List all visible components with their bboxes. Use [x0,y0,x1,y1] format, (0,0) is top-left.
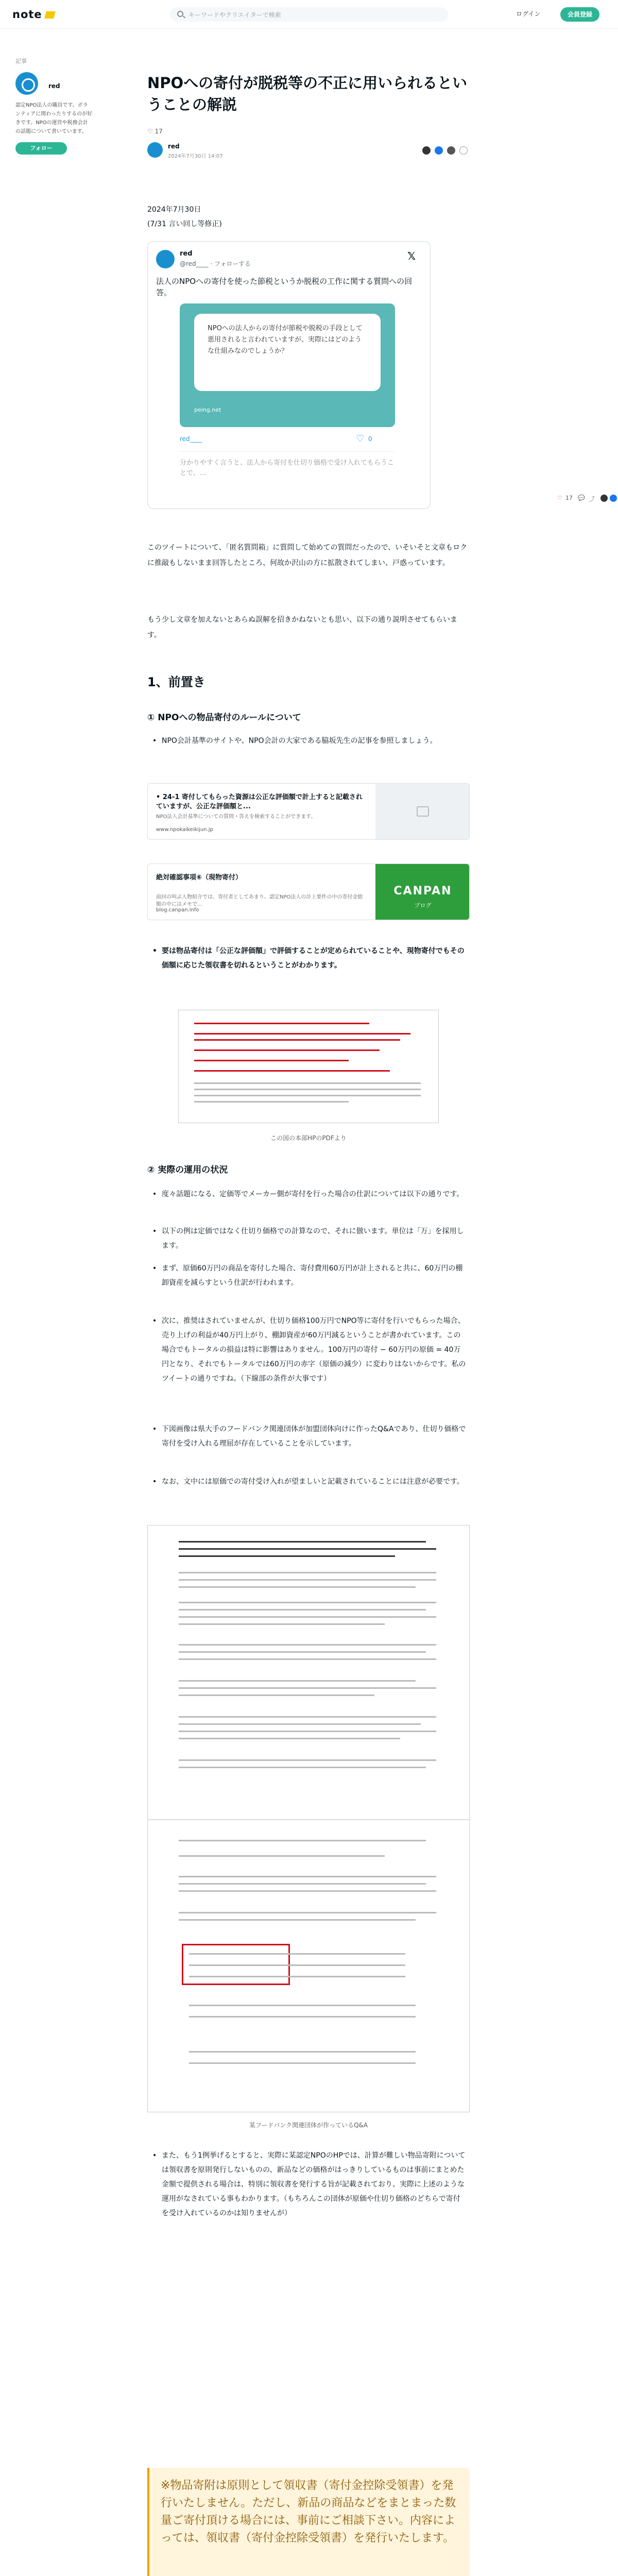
foodbank-qa-image[interactable] [147,1525,470,2112]
link-card-url: www.npokaikeikijun.jp [156,827,213,833]
canpan-sub: ブログ [414,902,432,909]
embedded-tweet[interactable] [147,241,431,509]
list-item: • まず、原価60万円の商品を寄付した場合、寄付費用60万円が計上されると共に、60万円の棚卸資産を減らすという仕訳が行われます。 [152,1261,467,1290]
tweet-reply-name[interactable]: red____ [180,435,202,443]
subheading-2: ② 実際の運用の状況 [147,1165,228,1175]
site-header [0,0,618,29]
creator-name[interactable]: red [48,82,60,90]
tweet-reply-row [180,433,395,452]
search-icon [177,11,183,17]
link-card-title: 絶対確認事項⑥（現物寄付） [156,874,243,882]
tweet-text: 法人のNPOへの寄付を使った節税というか脱税の工作に関する質問への回答。 [156,277,413,297]
signup-button[interactable]: 会員登録 [560,7,599,22]
intro-paragraph-1: このツイートについて、「匿名質問箱」に質問して始めての質問だったので、いそいそと文章もロクに推敲もしないまま回答したところ、何故か沢山の方に拡散されてしまい、戸惑っています。 [147,544,468,567]
tweet-like-count: 0 [368,435,372,443]
x-logo-icon[interactable]: 𝕏 [407,250,416,262]
more-icon[interactable] [459,146,468,155]
like-meta[interactable]: ♡ 17 [147,128,163,135]
list-item: • 度々話題になる、定価等でメーカー側が寄付を行った場合の仕訳については以下の通りです。 [152,1187,467,1201]
note-logo[interactable] [12,8,55,21]
floating-actions [557,495,618,505]
author-avatar[interactable] [147,142,163,158]
link-card-desc: NPO法人会計基準についての質問・答えを検索することができます。 [156,814,316,820]
heart-icon[interactable]: ♡ [557,495,562,501]
avatar[interactable] [15,72,38,95]
logo-mark-icon [44,11,56,19]
list-item: • 次に、推奨はされていませんが、仕切り価格100万円でNPO等に寄付を行いでもらった場合、売り上げの利益が40万円上がり、棚卸資産が60万円減るということが書かれています。この場合でもトータルの損益は特に影響はありません。100万円の寄付 − 60万円の原価 = 40万円となり、それでもトータルでは60万円の赤字（原価の減少）に変わりはないからです。私のツイートの通りですね。（下線部の条件が大事です） [152,1314,467,1386]
link-card-canpan[interactable] [147,863,470,920]
image-placeholder-icon [417,806,429,817]
link-card-npo-kaikei[interactable] [147,783,470,840]
tweet-image-card[interactable] [180,303,395,427]
list-item: • NPO会計基準のサイトや、NPO会計の大家である脇坂先生の記事を参照しましょう。 [152,734,467,748]
link-icon[interactable] [447,146,455,155]
canpan-logo: CANPAN [393,885,452,897]
search-input[interactable] [170,7,448,22]
link-card-desc: 前回の叫ぶ人物紹介では、寄付者としてあまり、認定NPO法人の計上要件の中の寄付金総額の中にはメモで… [156,894,363,907]
heart-icon[interactable]: ♡ [356,433,365,444]
login-link[interactable]: ログイン [516,10,541,18]
logo-text: note [12,8,42,21]
article-date: 2024年7月30日 [147,206,201,214]
like-count: 17 [565,495,573,501]
pdf-screenshot-image[interactable] [178,1010,439,1123]
tweet-reply-text: 分かりやすく言うと、法人から寄付を仕切り価格で受け入れてもらうことで、… [180,459,394,477]
follow-button[interactable]: フォロー [15,142,67,155]
sidebar-tag: 記事 [15,58,27,64]
tweet-handle[interactable]: @red____ · フォローする [180,260,251,267]
link-card-title: • 24-1 寄付してもらった資源は公正な評価額で計上すると記載されていますが、公正な評価額と... [156,793,363,810]
author-name[interactable]: red [168,143,180,150]
link-card-url: blog.canpan.info [156,907,199,913]
list-item: • また、もう1例挙げるとすると、実際に某認定NPOのHPでは、計算が難しい物品寄附については領収書を原則発行しないものの、新品などの価格がはっきりしているものは事前にまとめた金額で提供される場合は、特別に領収書を発行する旨が記載されており、実際に上述のような運用がなされている事もわかります。（もちろんこの団体が原価や仕切り価格のどちらで寄付を受け入れているのかは知りませんが） [152,2148,467,2221]
canpan-thumbnail [375,864,470,920]
tweet-author[interactable]: red [180,250,193,258]
tweet-card-text: NPOへの法人からの寄付が節税や脱税の手段として悪用されると言われていますが、実際にはどのような仕組みなのでしょうか？ [194,314,381,391]
image-caption: この図の本部HPのPDFより [270,1134,347,1142]
section-heading-1: 1、前置き [147,675,205,689]
share-icons [422,146,470,155]
comment-icon[interactable]: 💬 [578,495,585,501]
quote-block: ※物品寄附は原則として領収書（寄付金控除受領書）を発行いたしません。ただし、新品の商品などをまとまった数量ご寄付頂ける場合には、事前にご相談下さい。内容によっては、領収書（寄付金控除受領書）を発行いたします。 [147,2468,470,2576]
list-item: • 以下の例は定価ではなく仕切り価格での計算なので、それに倣います。単位は「万」を採用します。 [152,1224,467,1253]
image-caption: 某フードバンク関連団体が作っているQ&A [249,2122,368,2129]
facebook-icon[interactable] [435,146,443,155]
list-item: • 要は物品寄付は「公正な評価額」で評価することが定められていることや、現物寄付でもその価額に応じた領収書を切れるということがわかります。 [152,944,467,973]
subheading-1: ① NPOへの物品寄付のルールについて [147,713,301,723]
page-title: NPOへの寄付が脱税等の不正に用いられるということの解説 [147,74,468,113]
article-update: (7/31 言い回し等修正) [147,220,222,228]
x-share-icon[interactable] [600,495,608,502]
creator-description: 認定NPO法人の職員です。ボランティアに関わったりするのが好きです。NPOの運営や税務会計の話題について書いています。 [15,103,93,134]
list-item: • なお、文中には原価での寄付受け入れが望ましいと記載されていることには注意が必要です。 [152,1475,467,1489]
share-icon[interactable]: ⤴ [589,496,595,502]
list-item: • 下図画像は県大手のフードバンク関連団体が加盟団体向けに作ったQ&Aであり、仕切り価格で寄付を受け入れる理屈が存在していることを示しています。 [152,1422,467,1451]
link-card-thumbnail [375,784,470,840]
search-placeholder: キーワードやクリエイターで検索 [188,11,281,19]
publish-date: 2024年7月30日 14:07 [168,154,223,159]
x-icon[interactable] [422,146,431,155]
creator-sidebar [15,57,93,155]
tweet-card-source: peing.net [194,406,221,413]
intro-paragraph-2: もう少し文章を加えないとあらぬ誤解を招きかねないとも思い、以下の通り説明させてもらいます。 [147,616,457,639]
facebook-share-icon[interactable] [610,495,617,502]
tweet-avatar[interactable] [156,250,175,268]
